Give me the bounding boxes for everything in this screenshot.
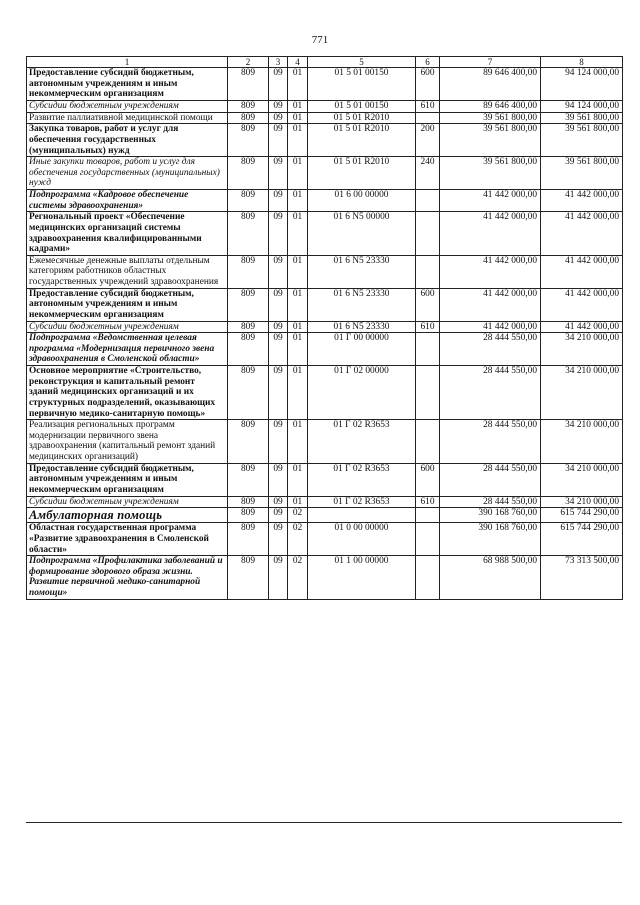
cell-target-article: 01 Г 02 R3653: [308, 496, 416, 508]
cell-amount-year1: 41 442 000,00: [440, 255, 541, 288]
cell-section: 09: [269, 420, 288, 464]
table-row: [27, 212, 623, 256]
cell-section: 09: [269, 523, 288, 556]
table-row: [27, 124, 623, 157]
cell-amount-year2: 94 124 000,00: [541, 101, 623, 113]
cell-expense-type: 240: [416, 157, 440, 190]
cell-expense-type: [416, 212, 440, 256]
row-name: Субсидии бюджетным учреждениям: [27, 101, 228, 113]
cell-expense-type: 610: [416, 321, 440, 333]
cell-ministry: 809: [228, 556, 269, 600]
table-row: [27, 321, 623, 333]
cell-expense-type: [416, 190, 440, 212]
table-row: [27, 366, 623, 420]
cell-target-article: 01 5 01 00150: [308, 101, 416, 113]
cell-target-article: 01 1 00 00000: [308, 556, 416, 600]
cell-subsection: 01: [288, 101, 308, 113]
table-row: [27, 463, 623, 496]
cell-expense-type: 600: [416, 463, 440, 496]
cell-subsection: 01: [288, 157, 308, 190]
cell-expense-type: [416, 112, 440, 124]
cell-target-article: 01 0 00 00000: [308, 523, 416, 556]
cell-target-article: 01 6 00 00000: [308, 190, 416, 212]
cell-amount-year1: 28 444 550,00: [440, 463, 541, 496]
cell-expense-type: [416, 556, 440, 600]
header-row: [27, 57, 623, 68]
cell-amount-year2: 41 442 000,00: [541, 255, 623, 288]
cell-ministry: 809: [228, 496, 269, 508]
cell-amount-year2: 34 210 000,00: [541, 366, 623, 420]
cell-ministry: 809: [228, 288, 269, 321]
cell-expense-type: 610: [416, 496, 440, 508]
cell-subsection: 02: [288, 508, 308, 523]
cell-section: 09: [269, 508, 288, 523]
row-name: Субсидии бюджетным учреждениям: [27, 321, 228, 333]
cell-amount-year1: 28 444 550,00: [440, 496, 541, 508]
cell-ministry: 809: [228, 68, 269, 101]
cell-target-article: 01 5 01 00150: [308, 68, 416, 101]
cell-section: 09: [269, 212, 288, 256]
cell-ministry: 809: [228, 420, 269, 464]
cell-amount-year1: 28 444 550,00: [440, 420, 541, 464]
cell-amount-year1: 39 561 800,00: [440, 124, 541, 157]
cell-ministry: 809: [228, 157, 269, 190]
cell-ministry: 809: [228, 112, 269, 124]
cell-expense-type: 600: [416, 288, 440, 321]
row-name: Субсидии бюджетным учреждениям: [27, 496, 228, 508]
cell-target-article: 01 6 N5 23330: [308, 255, 416, 288]
cell-section: 09: [269, 288, 288, 321]
table-row: [27, 508, 623, 523]
cell-amount-year1: 89 646 400,00: [440, 101, 541, 113]
cell-target-article: 01 6 N5 00000: [308, 212, 416, 256]
row-name: Амбулаторная помощь: [27, 508, 228, 523]
cell-amount-year2: 34 210 000,00: [541, 496, 623, 508]
cell-section: 09: [269, 101, 288, 113]
cell-subsection: 01: [288, 496, 308, 508]
cell-subsection: 01: [288, 112, 308, 124]
cell-amount-year2: 73 313 500,00: [541, 556, 623, 600]
col-header: 2: [228, 57, 269, 68]
cell-amount-year1: 41 442 000,00: [440, 190, 541, 212]
cell-section: 09: [269, 68, 288, 101]
row-name: Ежемесячные денежные выплаты отдельным категориям работников областных государственных учреждений здравоохранения: [27, 255, 228, 288]
table-row: [27, 255, 623, 288]
row-name: Закупка товаров, работ и услуг для обеспечения государственных (муниципальных) нужд: [27, 124, 228, 157]
table-row: [27, 101, 623, 113]
cell-subsection: 01: [288, 255, 308, 288]
cell-target-article: 01 Г 02 R3653: [308, 463, 416, 496]
table-row: [27, 523, 623, 556]
row-name: Областная государственная программа «Развитие здравоохранения в Смоленской области»: [27, 523, 228, 556]
cell-amount-year1: 41 442 000,00: [440, 288, 541, 321]
cell-amount-year2: 34 210 000,00: [541, 420, 623, 464]
cell-target-article: 01 Г 00 00000: [308, 333, 416, 366]
cell-amount-year2: 34 210 000,00: [541, 333, 623, 366]
cell-target-article: 01 6 N5 23330: [308, 321, 416, 333]
cell-subsection: 01: [288, 68, 308, 101]
col-header: 3: [269, 57, 288, 68]
cell-ministry: 809: [228, 255, 269, 288]
cell-amount-year1: 68 988 500,00: [440, 556, 541, 600]
col-header: 7: [440, 57, 541, 68]
cell-section: 09: [269, 124, 288, 157]
cell-ministry: 809: [228, 212, 269, 256]
page-number: 771: [311, 34, 329, 46]
cell-section: 09: [269, 366, 288, 420]
cell-subsection: 01: [288, 124, 308, 157]
table-row: [27, 68, 623, 101]
cell-amount-year2: 615 744 290,00: [541, 523, 623, 556]
cell-expense-type: [416, 366, 440, 420]
cell-section: 09: [269, 496, 288, 508]
cell-expense-type: [416, 508, 440, 523]
cell-subsection: 01: [288, 366, 308, 420]
table-row: [27, 420, 623, 464]
cell-ministry: 809: [228, 190, 269, 212]
cell-ministry: 809: [228, 124, 269, 157]
budget-table: [26, 56, 623, 600]
row-name: Основное мероприятие «Строительство, реконструкция и капитальный ремонт зданий медицинских организаций и их структурных подразделений, оказывающих первичную медико-санитарную помощь»: [27, 366, 228, 420]
cell-target-article: 01 Г 02 00000: [308, 366, 416, 420]
cell-subsection: 02: [288, 523, 308, 556]
cell-expense-type: 200: [416, 124, 440, 157]
cell-amount-year2: 39 561 800,00: [541, 124, 623, 157]
cell-subsection: 01: [288, 333, 308, 366]
col-header: 5: [308, 57, 416, 68]
cell-section: 09: [269, 190, 288, 212]
cell-section: 09: [269, 255, 288, 288]
cell-amount-year2: 41 442 000,00: [541, 288, 623, 321]
cell-expense-type: [416, 333, 440, 366]
cell-ministry: 809: [228, 101, 269, 113]
cell-target-article: [308, 508, 416, 523]
col-header: 1: [27, 57, 228, 68]
cell-expense-type: 610: [416, 101, 440, 113]
cell-amount-year2: 41 442 000,00: [541, 212, 623, 256]
cell-section: 09: [269, 112, 288, 124]
cell-target-article: 01 Г 02 R3653: [308, 420, 416, 464]
row-name: Предоставление субсидий бюджетным, автономным учреждениям и иным некоммерческим организациям: [27, 463, 228, 496]
cell-expense-type: [416, 255, 440, 288]
cell-section: 09: [269, 463, 288, 496]
cell-ministry: 809: [228, 366, 269, 420]
cell-amount-year1: 390 168 760,00: [440, 523, 541, 556]
cell-expense-type: [416, 420, 440, 464]
cell-subsection: 01: [288, 321, 308, 333]
cell-subsection: 01: [288, 288, 308, 321]
table-row: [27, 190, 623, 212]
row-name: Иные закупки товаров, работ и услуг для обеспечения государственных (муниципальных) нужд: [27, 157, 228, 190]
cell-amount-year1: 89 646 400,00: [440, 68, 541, 101]
cell-section: 09: [269, 321, 288, 333]
table-row: [27, 112, 623, 124]
cell-section: 09: [269, 157, 288, 190]
table-row: [27, 157, 623, 190]
row-name: Подпрограмма «Кадровое обеспечение системы здравоохранения»: [27, 190, 228, 212]
cell-amount-year2: 34 210 000,00: [541, 463, 623, 496]
cell-amount-year1: 28 444 550,00: [440, 333, 541, 366]
cell-target-article: 01 5 01 R2010: [308, 157, 416, 190]
cell-target-article: 01 6 N5 23330: [308, 288, 416, 321]
cell-amount-year2: 94 124 000,00: [541, 68, 623, 101]
cell-amount-year1: 39 561 800,00: [440, 157, 541, 190]
cell-target-article: 01 5 01 R2010: [308, 112, 416, 124]
cell-target-article: 01 5 01 R2010: [308, 124, 416, 157]
cell-amount-year1: 28 444 550,00: [440, 366, 541, 420]
cell-expense-type: [416, 523, 440, 556]
cell-expense-type: 600: [416, 68, 440, 101]
cell-amount-year1: 41 442 000,00: [440, 212, 541, 256]
row-name: Подпрограмма «Ведомственная целевая программа «Модернизация первичного звена здравоохранения в Смоленской области»: [27, 333, 228, 366]
page-bottom-rule: [26, 822, 622, 823]
cell-amount-year1: 41 442 000,00: [440, 321, 541, 333]
cell-subsection: 01: [288, 190, 308, 212]
col-header: 6: [416, 57, 440, 68]
cell-ministry: 809: [228, 321, 269, 333]
row-name: Подпрограмма «Профилактика заболеваний и формирование здорового образа жизни. Развитие первичной медико-санитарной помощи»: [27, 556, 228, 600]
table-row: [27, 496, 623, 508]
cell-amount-year2: 39 561 800,00: [541, 157, 623, 190]
cell-ministry: 809: [228, 523, 269, 556]
table-row: [27, 288, 623, 321]
col-header: 8: [541, 57, 623, 68]
cell-amount-year2: 39 561 800,00: [541, 112, 623, 124]
row-name: Предоставление субсидий бюджетным, автономным учреждениям и иным некоммерческим организациям: [27, 288, 228, 321]
cell-ministry: 809: [228, 508, 269, 523]
cell-section: 09: [269, 556, 288, 600]
cell-amount-year2: 41 442 000,00: [541, 321, 623, 333]
cell-ministry: 809: [228, 463, 269, 496]
cell-section: 09: [269, 333, 288, 366]
row-name: Предоставление субсидий бюджетным, автономным учреждениям и иным некоммерческим организациям: [27, 68, 228, 101]
row-name: Региональный проект «Обеспечение медицинских организаций системы здравоохранения квалифицированными кадрами»: [27, 212, 228, 256]
cell-subsection: 02: [288, 556, 308, 600]
table-row: [27, 556, 623, 600]
cell-amount-year1: 390 168 760,00: [440, 508, 541, 523]
cell-subsection: 01: [288, 463, 308, 496]
cell-amount-year1: 39 561 800,00: [440, 112, 541, 124]
table-row: [27, 333, 623, 366]
cell-subsection: 01: [288, 420, 308, 464]
row-name: Развитие паллиативной медицинской помощи: [27, 112, 228, 124]
col-header: 4: [288, 57, 308, 68]
cell-subsection: 01: [288, 212, 308, 256]
cell-ministry: 809: [228, 333, 269, 366]
cell-amount-year2: 615 744 290,00: [541, 508, 623, 523]
row-name: Реализация региональных программ модернизации первичного звена здравоохранения (капитальный ремонт зданий медицинских организаций): [27, 420, 228, 464]
cell-amount-year2: 41 442 000,00: [541, 190, 623, 212]
